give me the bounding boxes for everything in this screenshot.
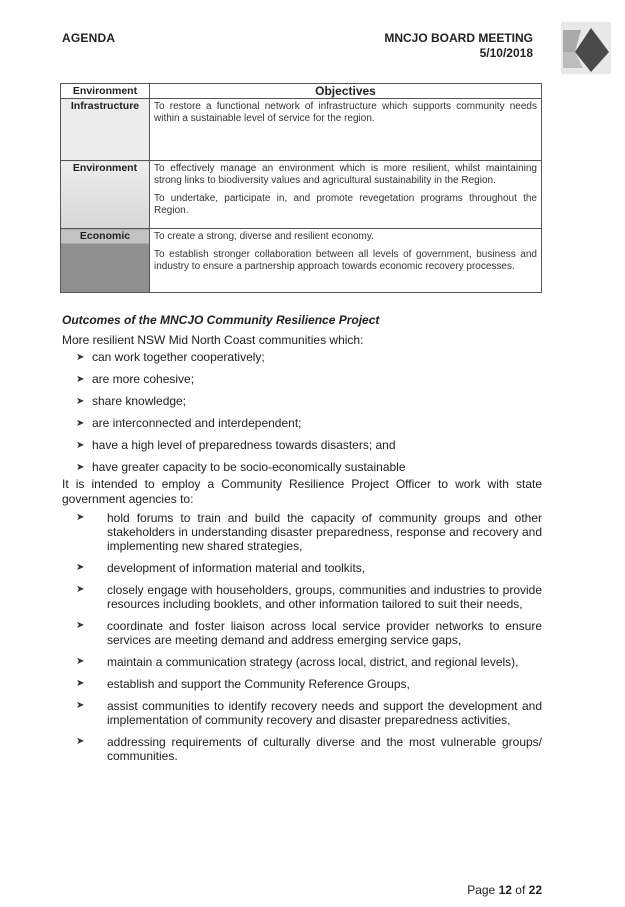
list-item (76, 561, 542, 575)
list-item (76, 735, 542, 763)
arrow-bullet-icon: ➤ (76, 584, 85, 595)
list-item (76, 438, 406, 460)
list-item (76, 699, 542, 727)
objective-text: To establish stronger collaboration between all levels of government, business and industry to ensure a partnership approach towards economic recovery processes. (154, 249, 537, 272)
page-number (467, 883, 542, 897)
list-item-text: hold forums to train and build the capacity of community groups and other stakeholders in understanding disaster preparedness, response and recovery and implementing new shared strategies, (107, 511, 542, 553)
meeting-date: 5/10/2018 (479, 46, 533, 60)
list-item-text: share knowledge; (92, 394, 187, 408)
list-item-text: have greater capacity to be socio-economically sustainable (92, 460, 406, 474)
list-item (76, 583, 542, 611)
arrow-bullet-icon: ➤ (76, 462, 85, 473)
row-objectives-economic (150, 229, 542, 293)
list-item-text: maintain a communication strategy (across local, district, and regional levels), (107, 655, 519, 669)
row-label-environment: Environment (61, 161, 150, 229)
objective-text: To effectively manage an environment which is more resilient, whilst maintaining strong links to biodiversity values and agricultural sustainability in the Region. (154, 163, 537, 186)
objective-text: To restore a functional network of infrastructure which supports community needs within a sustainable level of service for the region. (154, 101, 537, 124)
objectives-table (60, 83, 542, 293)
arrow-bullet-icon: ➤ (76, 700, 85, 711)
list-item (76, 350, 406, 372)
organisation-logo-icon (561, 22, 611, 74)
arrow-bullet-icon: ➤ (76, 440, 85, 451)
page-prefix: Page (467, 883, 496, 897)
list-item-text: assist communities to identify recovery needs and support the development and implementation of community recovery and disaster preparedness activities, (107, 699, 542, 727)
list-item-text: development of information material and toolkits, (107, 561, 366, 575)
list-item (76, 416, 406, 438)
objective-text: To create a strong, diverse and resilient economy. (154, 231, 374, 242)
arrow-bullet-icon: ➤ (76, 620, 85, 631)
table-row (61, 161, 542, 229)
arrow-bullet-icon: ➤ (76, 396, 85, 407)
row-label-infrastructure: Infrastructure (61, 99, 150, 161)
list-item-text: coordinate and foster liaison across local service provider networks to ensure services are meeting demand and address emerging service gaps, (107, 619, 542, 647)
list-item (76, 511, 542, 553)
agenda-label: AGENDA (62, 31, 116, 45)
objective-text: To undertake, participate in, and promote revegetation programs throughout the Region. (154, 193, 537, 216)
section-heading: Outcomes of the MNCJO Community Resilience Project (62, 313, 380, 327)
list-item (76, 372, 406, 394)
list-item-text: can work together cooperatively; (92, 350, 265, 364)
list-item (76, 619, 542, 647)
arrow-bullet-icon: ➤ (76, 562, 85, 573)
table-row (61, 99, 542, 161)
row-label-economic: Economic (61, 229, 150, 293)
list-item (76, 655, 542, 669)
arrow-bullet-icon: ➤ (76, 736, 85, 747)
table-row (61, 229, 542, 293)
list-item-text: are more cohesive; (92, 372, 195, 386)
arrow-bullet-icon: ➤ (76, 418, 85, 429)
meeting-header (384, 31, 533, 61)
list-item (76, 677, 542, 691)
meeting-title: MNCJO BOARD MEETING (384, 31, 533, 45)
row-objectives-infrastructure (150, 99, 542, 161)
list-item-text: closely engage with householders, groups, communities and industries to provide resources including booklets, and other information tailored to suit their needs, (107, 583, 542, 611)
list-item-text: establish and support the Community Reference Groups, (107, 677, 410, 691)
arrow-bullet-icon: ➤ (76, 352, 85, 363)
arrow-bullet-icon: ➤ (76, 678, 85, 689)
table-header-objectives: Objectives (150, 84, 542, 99)
list-item-text: addressing requirements of culturally diverse and the most vulnerable groups/ communities. (107, 735, 542, 763)
outcomes-list (76, 350, 406, 482)
table-header-environment: Environment (61, 84, 150, 99)
list-item-text: are interconnected and interdependent; (92, 416, 302, 430)
row-objectives-environment (150, 161, 542, 229)
page-current: 12 (498, 883, 512, 897)
officer-intro: It is intended to employ a Community Resilience Project Officer to work with state government agencies to: (62, 477, 542, 506)
arrow-bullet-icon: ➤ (76, 374, 85, 385)
arrow-bullet-icon: ➤ (76, 656, 85, 667)
page-total: 22 (528, 883, 542, 897)
page-of: of (515, 883, 526, 897)
list-item-text: have a high level of preparedness towards disasters; and (92, 438, 396, 452)
arrow-bullet-icon: ➤ (76, 512, 85, 523)
list-item (76, 394, 406, 416)
outcomes-intro: More resilient NSW Mid North Coast communities which: (62, 333, 364, 347)
officer-tasks-list (76, 511, 542, 771)
